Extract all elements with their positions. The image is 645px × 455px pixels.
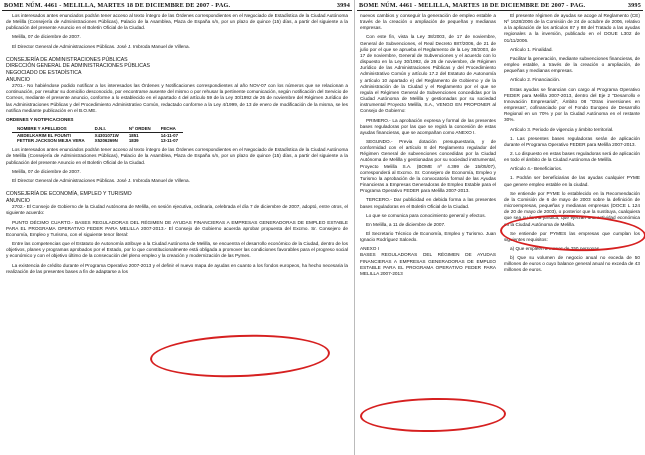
date-line: Melilla, 07 de diciembre de 2007. [12, 34, 81, 40]
left-page-header [2, 0, 352, 11]
paragraph: Lo que se comunica para conocimiento general y efectos. [366, 212, 486, 218]
left-page-body [2, 11, 352, 275]
article-heading: Artículo 1. Finalidad. [510, 46, 553, 52]
paragraph: La existencia de crédito durante el Programa Operativo 2007-2013 y el definir el nuevo mapa de ayudas en cuanto a los fondos europeos, ha hecho necesaria la realización de las presentes bases a fin de adaptarse a los [6, 262, 348, 274]
paragraph-punto-decimo-cuarto: PUNTO DÉCIMO CUARTO.- BASES REGULADORAS DEL RÉGIMEN DE AYUDAS FINANCIERAS A EMPRESAS GENERADORAS DE EMPLEO ESTABLE PARA EL PROGRAMA OPERATIVO FEDER PARA MELILLA 2007-2013.- El Consejo de Gobierno acuerda aprobar propuesta del Excmo. Sr. Consejero de Economía, Empleo y Turismo, con el siguiente tenor literal: [6, 219, 348, 237]
table-cell: FETTER JACKSON MEJIA VERA [17, 137, 85, 143]
paragraph: nuevos cambios y conseguir la generación de empleo estable a través de la creación o ampliación de pequeñas y medianas empresas. [360, 13, 496, 31]
page-gutter [354, 0, 355, 455]
article-heading: Artículo 2. Financiación. [510, 77, 561, 83]
column-header: D.N.I. [90, 126, 124, 132]
column-header: Nº ORDEN [124, 126, 156, 132]
announcement-heading: ANUNCIO [6, 76, 30, 83]
right-page-header [357, 0, 643, 11]
article-heading: Artículo 4.- Beneficiarios. [510, 166, 563, 172]
page-number: 3994 [336, 2, 350, 9]
paragraph-2702: 2702.- El Consejo de Gobierno de la Ciudad Autónoma de Melilla, en sesión ejecutiva, ordinaria, celebrada el día 7 de diciembre de 2007, adoptó, entre otros, el siguiente acuerdo: [6, 204, 348, 216]
paragraph: Facilitar la generación, mediante subvenciones financieras, de empleo estable, a través de la creación o ampliación, de pequeñas y medianas empresas. [504, 55, 640, 74]
paragraph: Los interesados antes enunciados podrán tener acceso al texto íntegro de las Órdenes correspondientes en el Negociado de Estadística de la Ciudad Autónoma de Melilla (Consejería de Administraciones Públicas), Palacio de la Asamblea, Plaza de España s/n, por un plazo de quince (15) días, a partir del siguiente a la publicación del presente Anuncio en el Boletín Oficial de la Ciudad. [6, 13, 348, 31]
annex-heading: ANEXO I [360, 246, 380, 252]
paragraph-2701: 2701.- No habiéndose podido notificar a los interesados las Órdenes y Notificaciones correspondientes al año NOV-07 con los números que se relacionan a continuación, por resultar su domicilio desconocido, por encontrarse ausente del mismo o por rehusar la pertinente comunicación, según notificación del Servicio de Correos, mediante el presente anuncio, conforme a lo establecido en el apartado 4 del artículo 59 de la Ley 30/1992 de 26 de noviembre del Régimen Jurídico de las Administraciones Públicas y del Procedimiento Administrativo Común, redactado conforme a la Ley 4/1999, de 13 de enero de modificación de la misma, se les notifica mediante publicación en el B.O.ME. [6, 83, 348, 113]
section-subheading: DIRECCIÓN GENERAL DE ADMINISTRACIONES PÚBLICAS [6, 63, 150, 70]
paragraph: Se entiende por PYMES las empresas que cumplan los siguientes requisitos: [504, 230, 640, 242]
paragraph-segundo: SEGUNDO.- Previa dotación presupuestaria, y de conformidad con el artículo 8 del Reglamento regulador del Régimen General de subvenciones concedidas por la Ciudad Autónoma de Melilla y gestionadas por su sociedad instrumental, Proyecto Melilla S.A. (BOME nº 4.399 de 15/05/07), corresponderá al Excmo. Sr. Consejero de Economía, Empleo y Turismo la aprobación de la convocatoria formal de las Ayudas Financieras a Empresas Generadoras de Empleo Estable para el Programa Operativo FEDER para Melilla 2007-2013. [360, 138, 496, 194]
date-line: Melilla, 07 de diciembre de 2007. [12, 168, 81, 174]
date-line: En Melilla, a 11 de diciembre de 2007. [366, 221, 446, 227]
signature-line: El Secretario Técnico de Economía, Empleo y Turismo. Juan Ignacio Rodríguez Salcedo. [360, 231, 496, 243]
section-heading: CONSEJERÍA DE ECONOMÍA, EMPLEO Y TURISMO [6, 191, 132, 198]
paragraph: b) Que su volumen de negocio anual no exceda de 50 millones de euros o cuyo balance general anual no exceda de 43 millones de euros. [504, 255, 640, 273]
orders-table [12, 126, 183, 143]
column-left [360, 13, 496, 280]
article-heading: Artículo 3. Periodo de vigencia y ámbito territorial. [510, 126, 614, 132]
table-cell: ABDELKARIM EL FOUNTI [17, 132, 71, 138]
column-header: FECHA [156, 126, 183, 132]
table-row [12, 138, 183, 143]
table-cell: 1851 [128, 132, 139, 138]
table-cell: 13-11-07 [160, 137, 179, 143]
paragraph: Estas ayudas se financian con cargo al Programa Operativo FEDER para Melilla 2007-2013, dentro del Eje 2 "Desarrollo e Innovación Empresarial", Ámbito 08 "Otras inversiones en empresas", cofinanciado por el Fondo Europeo de Desarrollo Regional en un 70% y por la Ciudad Autónoma en el restante 30%. [504, 86, 640, 123]
table-cell: 1839 [128, 137, 139, 143]
paragraph: 1. Podrán ser beneficiarias de las ayudas cualquier PYME que genere empleo estable en la ciudad. [504, 175, 640, 187]
left-page [2, 0, 352, 455]
signature-line: El Director General de Administraciones Públicas. José J. Imbroda Manuel de Villena. [12, 177, 190, 183]
column-right [504, 13, 640, 280]
paragraph: Se entiende por PYME lo establecido en la Recomendación de la Comisión de 6 de mayo de 2003 sobre la definición de microempresas, pequeñas y medianas empresas (DOCE L 124 de 20 de mayo de 2003), o posterior que la sustituya, cualquiera que sea su forma jurídica, que ejerzan una actividad económica en la Ciudad Autónoma de Melilla. [504, 190, 640, 227]
section-heading: CONSEJERÍA DE ADMINISTRACIONES PÚBLICAS [6, 56, 128, 63]
table-title: ORDENES Y NOTIFICACIONES [6, 116, 74, 122]
header-text: BOME NÚM. 4461 - MELILLA, MARTES 18 DE DICIEMBRE DE 2007 - PAG. [4, 2, 231, 9]
paragraph: 2. Lo dispuesto en estas bases reguladoras será de aplicación en todo el ámbito de la Ciudad Autónoma de Melilla. [504, 150, 640, 163]
announcement-heading: ANUNCIO [6, 197, 30, 204]
paragraph: Los interesados antes enunciados podrán tener acceso al texto íntegro de las Órdenes correspondientes en el Negociado de Estadística de la Ciudad Autónoma de Melilla (Consejería de Administraciones Públicas), Palacio de la Asamblea, Plaza de España s/n, por un plazo de quince (15) días, a partir del siguiente a la publicación del presente Anuncio en el Boletín Oficial de la Ciudad. [6, 147, 348, 165]
right-page [357, 0, 643, 455]
section-subheading: NEGOCIADO DE ESTADÍSTICA [6, 69, 82, 76]
table-cell: 14-11-07 [160, 132, 179, 138]
paragraph: El presente régimen de ayudas se acoge al Reglamento (CE) Nº 1628/2006 de la Comisión de 24 de octubre de 2006, relativo a la aplicación de los artículos 87 y 88 del Tratado a las ayudas regionales a la inversión, publicado en el DOUE L302 de 01/11/2006. [504, 13, 640, 43]
column-header: NOMBRE Y APELLIDOS [12, 126, 90, 132]
table-cell: X5206269N [94, 137, 118, 143]
header-text: BOME NÚM. 4461 - MELILLA, MARTES 18 DE DICIEMBRE DE 2007 - PAG. [359, 2, 586, 9]
signature-line: El Director General de Administraciones Públicas. José J. Imbroda Manuel de Villena. [12, 43, 190, 49]
paragraph: 1. Las presentes bases reguladoras serán de aplicación durante el Programa Operativo FEDER para Melilla 2007-2013. [504, 135, 640, 147]
table-cell: X4301071W [94, 132, 119, 138]
right-page-columns [357, 11, 643, 280]
page-number: 3995 [627, 2, 641, 9]
paragraph: Entre las competencias que el Estatuto de Autonomía atribuye a la Ciudad Autónoma de Melilla, se encuentra el desarrollo económico de la Ciudad, dentro de los objetivos, planes y programas aprobados por el Estado, por lo que constitucionalmente está obligada a promover las condiciones favorables para el progreso social y económico y con el objetivo último de la consecución del pleno empleo y la creación y modernización de las Pymes. [6, 241, 348, 259]
paragraph: a) Que empleen a menos de 250 personas. [510, 246, 601, 251]
annex-title: BASES REGULADORAS DEL RÉGIMEN DE AYUDAS FINANCIERAS A EMPRESAS GENERADORAS DE EMPLEO ESTABLE PARA EL PROGRAMA OPERATIVO FEDER PARA MELILLA 2007-2013 [360, 252, 496, 276]
paragraph-primero: PRIMERO.- La aprobación expresa y formal de las presentes bases reguladoras por las que se regirá la concesión de estas ayudas financieras, que se acompañan como ANEXO I. [360, 117, 496, 135]
paragraph: Con este fin, vista la Ley 38/2003, de 17 de noviembre, General de Subvenciones, el Real Decreto 887/2006, de 21 de julio por el que se aprueba el Reglamento de la Ley 38/2003, de 17 de noviembre, General de Subvenciones y el acuerdo con lo dispuesto en la Ley 30/1992, de 26 de noviembre, de Régimen Jurídico de las Administraciones Públicas y del Procedimiento Administrativo Común y artículo 17.2 del Estatuto de Autonomía y artículo 10 apartado e) del Reglamento de Gobierno y de la Administración de la Ciudad y el Reglamento por el que se regula el Régimen General de Subvenciones concedidas por la Ciudad Autónoma de Melilla y gestionadas por su sociedad instrumental Proyecto Melilla, S.A., VENGO EN PROPONER al Consejo de Gobierno: [360, 34, 496, 114]
paragraph-tercero: TERCERO.- Dar publicidad en debida forma a las presentes bases reguladoras en el Boletín Oficial de la Ciudad. [360, 197, 496, 209]
